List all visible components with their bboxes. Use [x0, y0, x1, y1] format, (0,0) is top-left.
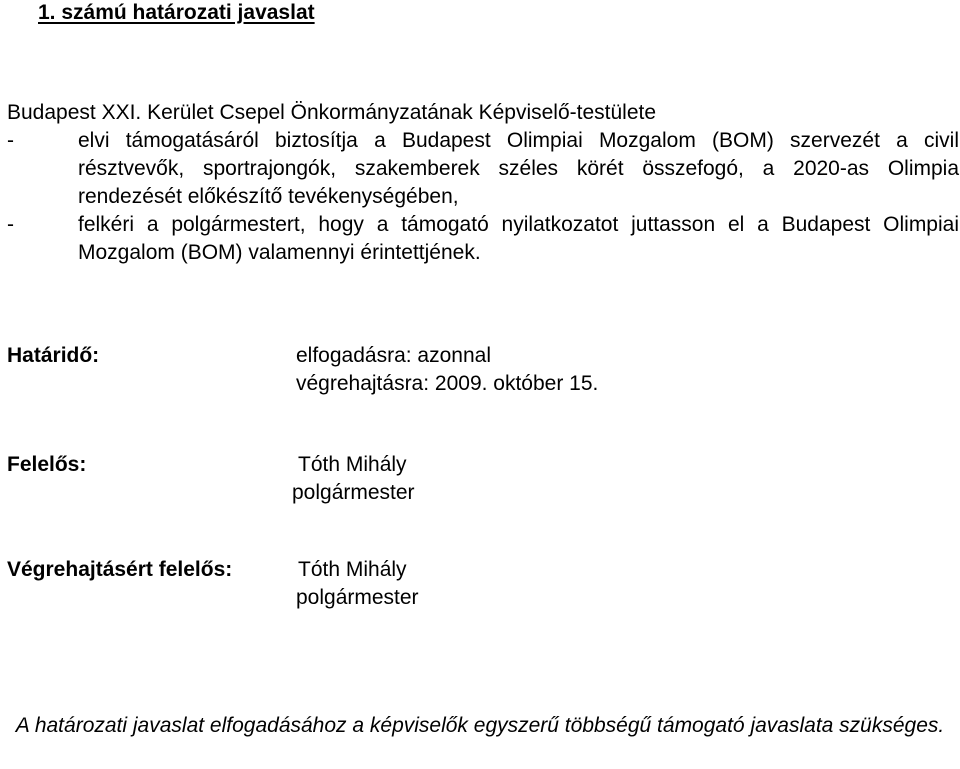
list-item — [7, 211, 959, 267]
executor-title: polgármester — [296, 586, 419, 609]
list-item — [7, 127, 959, 211]
responsible-name: Tóth Mihály — [298, 453, 407, 476]
list-marker: - — [7, 213, 14, 236]
responsible-label: Felelős: — [7, 453, 87, 476]
deadline-execute: végrehajtásra: 2009. október 15. — [296, 372, 599, 395]
list-item-text: elvi támogatásáról biztosítja a Budapest Olimpiai Mozgalom (BOM) szervezét a civil résztvevők, sportrajongók, szakemberek széles körét összefogó, a 2020-as Olimpia rendezését előkészítő tevékenységében, — [78, 129, 959, 208]
responsible-title: polgármester — [292, 481, 415, 504]
executor-name: Tóth Mihály — [298, 558, 407, 581]
deadline-accept: elfogadásra: azonnal — [296, 344, 491, 367]
footer-note: A határozati javaslat elfogadásához a képviselők egyszerű többségű támogató javaslata szükséges. — [15, 714, 945, 737]
deadline-label: Határidő: — [7, 344, 100, 367]
list-item-text: felkéri a polgármestert, hogy a támogató nyilatkozatot juttasson el a Budapest Olimpiai Mozgalom (BOM) valamennyi érintettjének. — [78, 213, 959, 264]
executor-label: Végrehajtásért felelős: — [7, 558, 233, 581]
document-title: 1. számú határozati javaslat — [38, 1, 315, 24]
list-marker: - — [7, 129, 14, 152]
intro-text: Budapest XXI. Kerület Csepel Önkormányzatának Képviselő-testülete — [7, 101, 657, 124]
